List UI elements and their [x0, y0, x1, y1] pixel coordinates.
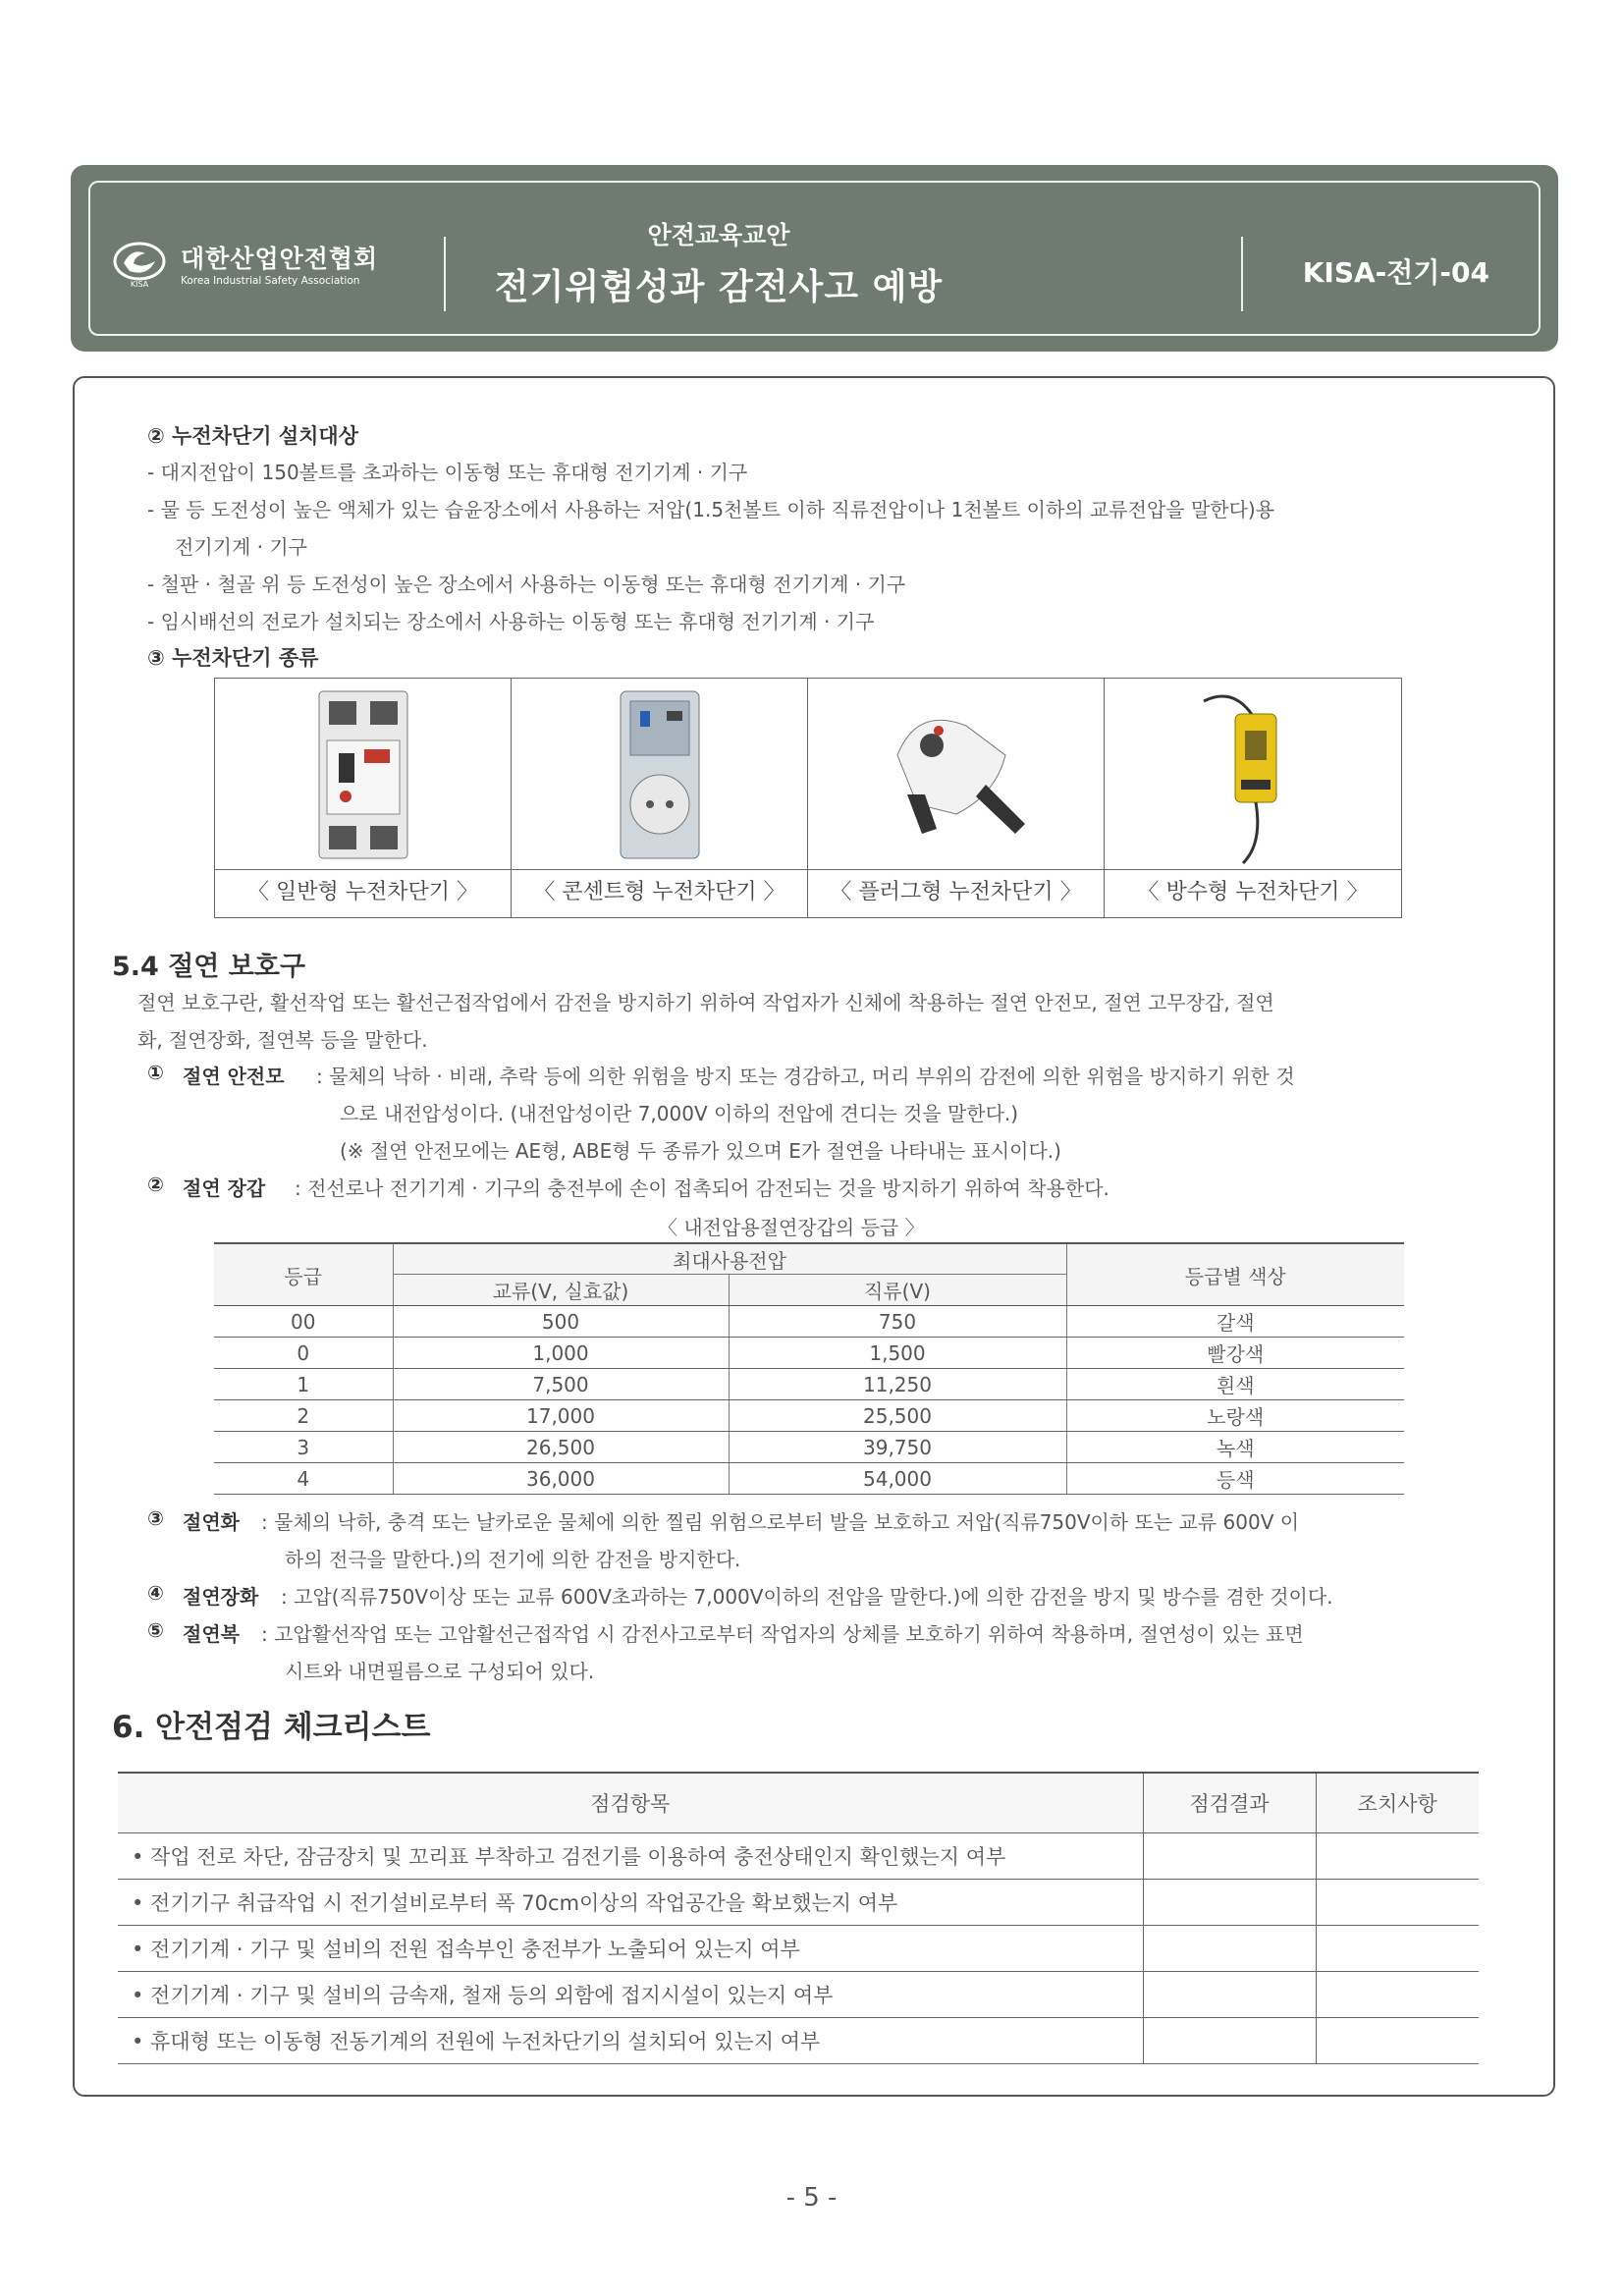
- list-item: - 임시배선의 전로가 설치되는 장소에서 사용하는 이동형 또는 휴대형 전기기계 · 기구: [147, 610, 875, 633]
- table-row: [214, 1338, 1404, 1369]
- header-title: 전기위험성과 감전사고 예방: [494, 267, 944, 307]
- checklist-item: • 전기기구 취급작업 시 전기설비로부터 폭 70cm이상의 작업공간을 확보했는지 여부: [118, 1880, 1143, 1926]
- waterproof-breaker-icon: [1184, 686, 1322, 868]
- grade-cell: 00: [214, 1306, 393, 1338]
- table-row: [118, 1972, 1479, 2018]
- general-breaker-icon: [309, 686, 417, 863]
- column-header: 조치사항: [1316, 1773, 1479, 1833]
- section-heading: 5.4 절연 보호구: [112, 952, 306, 982]
- header-divider: [444, 237, 446, 311]
- plug-breaker-icon: [878, 686, 1035, 863]
- column-header: 직류(V): [729, 1275, 1066, 1306]
- dc-cell: 11,250: [729, 1369, 1066, 1400]
- safety-checklist-table: [118, 1772, 1479, 2064]
- item-term: 절연화: [183, 1510, 240, 1534]
- list-item: 전기기계 · 기구: [175, 535, 307, 559]
- item-number: ⑤: [147, 1618, 164, 1642]
- paragraph: 절연 보호구란, 활선작업 또는 활선근접작업에서 감전을 방지하기 위하여 작업자가 신체에 착용하는 절연 안전모, 절연 고무장갑, 절연: [137, 991, 1274, 1014]
- action-cell[interactable]: [1316, 1926, 1479, 1972]
- table-row: [214, 1432, 1404, 1463]
- breaker-types-table: [214, 678, 1402, 918]
- page-number: - 5 -: [785, 2183, 838, 2213]
- table-row: [118, 1926, 1479, 1972]
- column-header: 등급: [214, 1243, 393, 1306]
- table-row: [118, 2018, 1479, 2064]
- grade-cell: 0: [214, 1338, 393, 1369]
- color-cell: 갈색: [1066, 1306, 1404, 1338]
- ac-cell: 26,500: [393, 1432, 729, 1463]
- item-number: ①: [147, 1061, 164, 1084]
- paragraph: 시트와 내면필름으로 구성되어 있다.: [285, 1660, 595, 1683]
- section-heading: ② 누전차단기 설치대상: [147, 424, 358, 448]
- ac-cell: 36,000: [393, 1463, 729, 1495]
- action-cell[interactable]: [1316, 1880, 1479, 1926]
- dc-cell: 1,500: [729, 1338, 1066, 1369]
- color-cell: 빨강색: [1066, 1338, 1404, 1369]
- column-header: 등급별 색상: [1066, 1243, 1404, 1306]
- dc-cell: 25,500: [729, 1400, 1066, 1432]
- column-header: 최대사용전압: [393, 1243, 1066, 1275]
- ac-cell: 500: [393, 1306, 729, 1338]
- grade-cell: 2: [214, 1400, 393, 1432]
- color-cell: 등색: [1066, 1463, 1404, 1495]
- list-item: - 대지전압이 150볼트를 초과하는 이동형 또는 휴대형 전기기계 · 기구: [147, 461, 748, 484]
- product-image-cell: [512, 679, 808, 869]
- svg-text:KISA: KISA: [130, 280, 149, 289]
- org-name-en: Korea Industrial Safety Association: [181, 275, 360, 287]
- paragraph: : 고압(직류750V이상 또는 교류 600V초과하는 7,000V이하의 전압을 말한다.)에 의한 감전을 방지 및 방수를 겸한 것이다.: [281, 1585, 1333, 1609]
- table-row: [214, 1306, 1404, 1338]
- grade-cell: 4: [214, 1463, 393, 1495]
- header-subtitle: 안전교육교안: [647, 221, 790, 249]
- ac-cell: 7,500: [393, 1369, 729, 1400]
- product-caption: 〈 콘센트형 누전차단기 〉: [512, 869, 808, 917]
- header-banner: [71, 165, 1558, 352]
- dc-cell: 750: [729, 1306, 1066, 1338]
- table-row: [118, 1833, 1479, 1880]
- item-term: 절연 장갑: [183, 1176, 266, 1200]
- table-row: [214, 1400, 1404, 1432]
- result-cell[interactable]: [1143, 1880, 1316, 1926]
- column-header: 교류(V, 실효값): [393, 1275, 729, 1306]
- header-divider: [1241, 237, 1243, 311]
- list-item: - 물 등 도전성이 높은 액체가 있는 습윤장소에서 사용하는 저압(1.5천볼트 이하 직류전압이나 1천볼트 이하의 교류전압을 말한다)용: [147, 498, 1275, 521]
- org-name-ko: 대한산업안전협회: [181, 245, 379, 273]
- glove-grade-table: [214, 1242, 1404, 1495]
- action-cell[interactable]: [1316, 2018, 1479, 2064]
- list-item: - 철판 · 철골 위 등 도전성이 높은 장소에서 사용하는 이동형 또는 휴대형 전기기계 · 기구: [147, 573, 906, 596]
- color-cell: 녹색: [1066, 1432, 1404, 1463]
- item-term: 절연복: [183, 1622, 240, 1646]
- checklist-item: • 휴대형 또는 이동형 전동기계의 전원에 누전차단기의 설치되어 있는지 여부: [118, 2018, 1143, 2064]
- kisa-logo-icon: [112, 240, 167, 289]
- table-caption: 〈 내전압용절연장갑의 등급 〉: [658, 1216, 925, 1239]
- dc-cell: 54,000: [729, 1463, 1066, 1495]
- paragraph: 화, 절연장화, 절연복 등을 말한다.: [137, 1028, 428, 1052]
- paragraph: : 전선로나 전기기계 · 기구의 충전부에 손이 접촉되어 감전되는 것을 방지하기 위하여 착용한다.: [295, 1176, 1109, 1200]
- ac-cell: 1,000: [393, 1338, 729, 1369]
- item-number: ④: [147, 1581, 164, 1605]
- item-term: 절연 안전모: [183, 1065, 285, 1088]
- item-number: ③: [147, 1506, 164, 1530]
- paragraph: : 물체의 낙하 · 비래, 추락 등에 의한 위험을 방지 또는 경감하고, 머리 부위의 감전에 의한 위험을 방지하기 위한 것: [316, 1065, 1295, 1088]
- table-row: [214, 1463, 1404, 1495]
- checklist-item: • 전기기계 · 기구 및 설비의 금속재, 철재 등의 외함에 접지시설이 있는지 여부: [118, 1972, 1143, 2018]
- column-header: 점검항목: [118, 1773, 1143, 1833]
- action-cell[interactable]: [1316, 1833, 1479, 1880]
- header-inner-border: [88, 181, 1541, 336]
- product-caption: 〈 방수형 누전차단기 〉: [1105, 869, 1401, 917]
- org-logo: [112, 240, 436, 289]
- grade-cell: 3: [214, 1432, 393, 1463]
- paragraph: (※ 절연 안전모에는 AE형, ABE형 두 종류가 있으며 E가 절연을 나타내는 표시이다.): [340, 1139, 1061, 1163]
- paragraph: 으로 내전압성이다. (내전압성이란 7,000V 이하의 전압에 견디는 것을 말한다.): [340, 1102, 1019, 1125]
- section-heading: ③ 누전차단기 종류: [147, 646, 319, 670]
- table-row: [214, 1369, 1404, 1400]
- product-image-cell: [808, 679, 1105, 869]
- checklist-item: • 작업 전로 차단, 잠금장치 및 꼬리표 부착하고 검전기를 이용하여 충전상태인지 확인했는지 여부: [118, 1833, 1143, 1880]
- section-heading: 6. 안전점검 체크리스트: [112, 1710, 431, 1745]
- table-row: [118, 1880, 1479, 1926]
- result-cell[interactable]: [1143, 1926, 1316, 1972]
- product-image-cell: [1105, 679, 1401, 869]
- result-cell[interactable]: [1143, 2018, 1316, 2064]
- result-cell[interactable]: [1143, 1833, 1316, 1880]
- paragraph: : 물체의 낙하, 충격 또는 날카로운 물체에 의한 찔림 위험으로부터 발을 보호하고 저압(직류750V이하 또는 교류 600V 이: [261, 1510, 1300, 1534]
- dc-cell: 39,750: [729, 1432, 1066, 1463]
- grade-cell: 1: [214, 1369, 393, 1400]
- column-header: 점검결과: [1143, 1773, 1316, 1833]
- product-caption: 〈 플러그형 누전차단기 〉: [808, 869, 1105, 917]
- outlet-breaker-icon: [606, 686, 714, 863]
- product-image-cell: [215, 679, 512, 869]
- product-caption: 〈 일반형 누전차단기 〉: [215, 869, 512, 917]
- result-cell[interactable]: [1143, 1972, 1316, 2018]
- paragraph: 하의 전극을 말한다.)의 전기에 의한 감전을 방지한다.: [285, 1548, 741, 1571]
- action-cell[interactable]: [1316, 1972, 1479, 2018]
- item-term: 절연장화: [183, 1585, 259, 1609]
- header-center: [483, 216, 954, 309]
- item-number: ②: [147, 1173, 164, 1196]
- ac-cell: 17,000: [393, 1400, 729, 1432]
- color-cell: 흰색: [1066, 1369, 1404, 1400]
- paragraph: : 고압활선작업 또는 고압활선근접작업 시 감전사고로부터 작업자의 상체를 보호하기 위하여 착용하며, 절연성이 있는 표면: [261, 1622, 1304, 1646]
- doc-code: KISA-전기-04: [1302, 256, 1489, 289]
- color-cell: 노랑색: [1066, 1400, 1404, 1432]
- checklist-item: • 전기기계 · 기구 및 설비의 전원 접속부인 충전부가 노출되어 있는지 여부: [118, 1926, 1143, 1972]
